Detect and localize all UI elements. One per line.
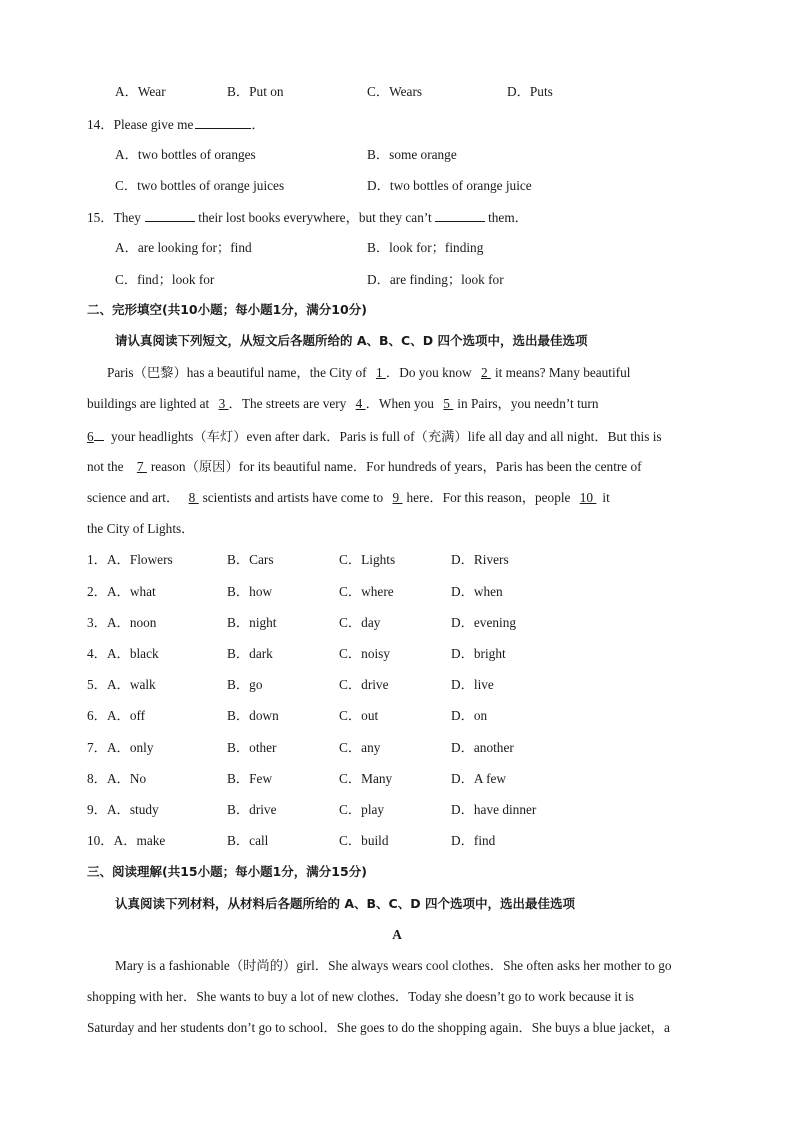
q14-option-c: C．two bottles of orange juices	[115, 178, 285, 193]
cloze-2-option-b: B．how	[227, 584, 273, 599]
q14-option-b: B．some orange	[367, 147, 457, 162]
passage-text: scientists and artists have come to	[202, 490, 384, 505]
section3-instruction: 认真阅读下列材料，从材料后各题所给的 A、B、C、D 四个选项中，选出最佳选项	[115, 896, 575, 911]
q15-option-b: B．look for；finding	[367, 240, 484, 255]
cloze-4-option-a: 4．A．black	[87, 646, 159, 661]
blank-8: 8	[188, 490, 199, 505]
cloze-2-option-a: 2．A．what	[87, 584, 156, 599]
passage-line-5	[87, 490, 610, 506]
cloze-10-option-b: B．call	[227, 833, 269, 848]
passage-text: in Pairs，you needn’t turn	[457, 396, 599, 411]
passage-text: reason（原因）for its beautiful name．For hundreds of years，Paris has been the centre of	[150, 459, 642, 474]
cloze-1-option-a: 1．A．Flowers	[87, 552, 173, 567]
cloze-3-option-c: C．day	[339, 615, 381, 630]
passage-line-2	[87, 396, 598, 412]
cloze-6-option-a: 6．A．off	[87, 708, 146, 723]
passage-text: ．When you	[365, 396, 434, 411]
q13-option-d: D．Puts	[507, 84, 553, 99]
reading-line-3: Saturday and her students don’t go to school．She goes to do the shopping again．She buys a blue jacket，a	[87, 1020, 670, 1035]
section2-instruction: 请认真阅读下列短文，从短文后各题所给的 A、B、C、D 四个选项中，选出最佳选项	[115, 333, 588, 348]
cloze-5-option-c: C．drive	[339, 677, 389, 692]
answer-blank	[145, 209, 195, 222]
cloze-4-option-d: D．bright	[451, 646, 506, 661]
cloze-5-option-b: B．go	[227, 677, 263, 692]
cloze-10-option-d: D．find	[451, 833, 496, 848]
cloze-9-option-a: 9．A．study	[87, 802, 159, 817]
passage-line-4	[87, 459, 642, 475]
reading-line-2: shopping with her．She wants to buy a lot of new clothes．Today she doesn’t go to work because it is	[87, 989, 634, 1004]
cloze-8-option-a: 8．A．No	[87, 771, 147, 786]
passage-text: it means? Many beautiful	[494, 365, 631, 380]
passage-text: Paris（巴黎）has a beautiful name，the City of	[107, 365, 367, 380]
passage-text: science and art．	[87, 490, 180, 505]
passage-text: buildings are lighted at	[87, 396, 210, 411]
cloze-10-option-c: C．build	[339, 833, 389, 848]
cloze-7-option-d: D．another	[451, 740, 514, 755]
q13-option-a: A．Wear	[115, 84, 166, 99]
q14-stem-a: 14．Please give me	[87, 117, 194, 132]
cloze-4-option-b: B．dark	[227, 646, 273, 661]
q13-option-b: B．Put on	[227, 84, 284, 99]
passage-line-3	[87, 428, 662, 445]
q14-stem	[87, 116, 265, 133]
passage-text: your headlights（车灯）even after dark．Paris is full of（充满）life all day and all night．But this is	[110, 429, 662, 444]
cloze-2-option-c: C．where	[339, 584, 394, 599]
cloze-8-option-c: C．Many	[339, 771, 393, 786]
q15-option-a: A．are looking for；find	[115, 240, 252, 255]
cloze-3-option-a: 3．A．noon	[87, 615, 157, 630]
q15-stem-c: them．	[484, 210, 528, 225]
cloze-7-option-c: C．any	[339, 740, 381, 755]
q15-option-d: D．are finding；look for	[367, 272, 504, 287]
reading-line-1: Mary is a fashionable（时尚的）girl．She always wears cool clothes．She often asks her mother to go	[115, 958, 672, 973]
cloze-3-option-b: B．night	[227, 615, 277, 630]
reading-part-label: A	[392, 927, 402, 942]
q15-stem	[87, 209, 528, 226]
section3-title: 三、阅读理解(共15小题；每小题1分，满分15分)	[87, 864, 367, 879]
answer-blank	[435, 209, 485, 222]
cloze-2-option-d: D．when	[451, 584, 503, 599]
cloze-7-option-b: B．other	[227, 740, 277, 755]
cloze-1-option-c: C．Lights	[339, 552, 396, 567]
blank-10: 10	[579, 490, 597, 505]
cloze-6-option-b: B．down	[227, 708, 279, 723]
blank-3: 3	[218, 396, 229, 411]
passage-text: ．Do you know	[385, 365, 472, 380]
passage-text: it	[602, 490, 610, 505]
cloze-7-option-a: 7．A．only	[87, 740, 154, 755]
blank-2: 2	[480, 365, 491, 380]
cloze-1-option-d: D．Rivers	[451, 552, 509, 567]
passage-text: here．For this reason，people	[406, 490, 571, 505]
cloze-10-option-a: 10．A．make	[87, 833, 166, 848]
q14-option-a: A．two bottles of oranges	[115, 147, 256, 162]
passage-text: not the	[87, 459, 124, 474]
answer-blank	[195, 116, 251, 129]
cloze-4-option-c: C．noisy	[339, 646, 390, 661]
cloze-9-option-b: B．drive	[227, 802, 277, 817]
blank-7: 7	[136, 459, 147, 474]
cloze-5-option-d: D．live	[451, 677, 494, 692]
blank-9: 9	[392, 490, 403, 505]
cloze-5-option-a: 5．A．walk	[87, 677, 156, 692]
blank-4: 4	[355, 396, 366, 411]
q14-stem-b: ．	[251, 117, 265, 132]
cloze-3-option-d: D．evening	[451, 615, 516, 630]
q15-stem-b: their lost books everywhere，but they can’t	[194, 210, 432, 225]
q15-option-c: C．find；look for	[115, 272, 215, 287]
q14-option-d: D．two bottles of orange juice	[367, 178, 532, 193]
cloze-9-option-d: D．have dinner	[451, 802, 537, 817]
cloze-1-option-b: B．Cars	[227, 552, 274, 567]
passage-line-1	[107, 365, 630, 381]
cloze-9-option-c: C．play	[339, 802, 385, 817]
blank-6: 6	[87, 429, 94, 444]
passage-line-6: the City of Lights．	[87, 521, 195, 536]
blank-1: 1	[375, 365, 386, 380]
passage-text: ．The streets are very	[228, 396, 347, 411]
q15-stem-a: 15．They	[87, 210, 141, 225]
cloze-8-option-b: B．Few	[227, 771, 273, 786]
section2-title: 二、完形填空(共10小题；每小题1分，满分10分)	[87, 302, 367, 317]
blank-5: 5	[443, 396, 454, 411]
q13-option-c: C．Wears	[367, 84, 423, 99]
answer-blank	[94, 428, 104, 441]
cloze-6-option-c: C．out	[339, 708, 379, 723]
cloze-8-option-d: D．A few	[451, 771, 507, 786]
cloze-6-option-d: D．on	[451, 708, 488, 723]
